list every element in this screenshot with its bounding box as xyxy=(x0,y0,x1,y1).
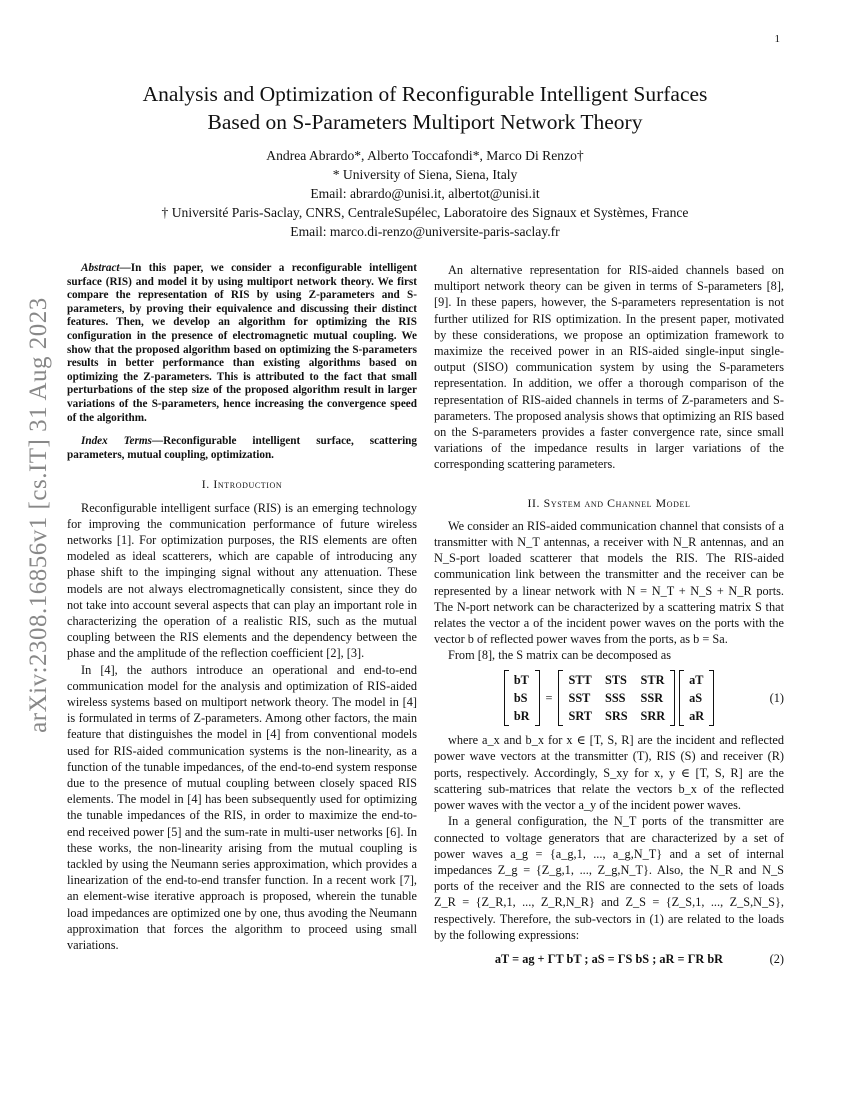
equation-2 xyxy=(434,951,784,967)
eq1-m-11: SSS xyxy=(604,690,626,705)
email-1: Email: abrardo@unisi.it, albertot@unisi.it xyxy=(310,186,540,201)
model-paragraph-2: From [8], the S matrix can be decomposed as xyxy=(448,648,671,663)
equation-1: bT bS bR = STT STS STR SST SSS SSR SRT SRS SRR aT aS aR (1) xyxy=(434,670,784,727)
author-names: Andrea Abrardo*, Alberto Toccafondi*, Marco Di Renzo† xyxy=(266,148,584,163)
abstract-lead: Abstract xyxy=(81,262,120,274)
eq1-lhs-2: bR xyxy=(513,709,530,724)
abstract-text: —In this paper, we consider a reconfigurable intelligent surface (RIS) and model it by using multiport network theory. We first compare the representation of RIS by using Z-parameters and S-parameters, by proving their equivalence and discussing their distinct features. Then, we develop an algorithm for optimizing the RIS configuration in the presence of electromagnetic mutual coupling. We show that the proposed algorithm based on optimizing the S-parameters results in better performance than existing algorithms based on optimizing the Z-parameters. This is attributed to the fact that small perturbations of the step size of the proposed algorithm result in larger variations of the S-parameters, hence increasing the convergence speed of the algorithm. xyxy=(67,262,417,424)
eq1-lhs-1: bS xyxy=(513,690,528,705)
vector-a xyxy=(679,670,714,727)
index-terms-text: —Reconfigurable intelligent surface, scattering parameters, mutual coupling, optimization. xyxy=(67,435,417,461)
matrix-s xyxy=(558,670,675,727)
intro-paragraph-3: An alternative representation for RIS-aided channels based on multiport network theory can be given in terms of S-parameters [8], [9]. In these papers, however, the S-parameters representation is not further utilized for RIS optimization. In the present paper, motivated by these considerations, we propose an optimization framework to maximize the received power in an RIS-aided single-input single-output (SISO) communication system by using the S-parameters representation. In addition, we offer a thorough comparison of the representation of RIS-aided channels in terms of Z-parameters and S-parameters. The proposed analysis shows that optimizing an RIS based on the S-parameters provides a faster convergence rate, since small variations of the impedance results in larger variations of the corresponding scattering parameters. xyxy=(434,263,784,472)
right-column xyxy=(434,262,784,973)
title-line-2: Based on S-Parameters Multiport Network Theory xyxy=(207,110,643,134)
intro-paragraph-1: Reconfigurable intelligent surface (RIS) is an emerging technology for improving the communication performance of future wireless networks [1]. For optimization purposes, the RIS elements are often modeled as ideal scatterers, which are capable of introducing any phase shift to the impinging signal without any attenuation. These models are not always electromagnetically consistent, since they do not take into account several aspects that can play an important role in characterizing the operation of a realistic RIS, such as the mutual coupling between the RIS elements and the dependency between the phase and the amplitude of the reflection coefficient [2], [3]. xyxy=(67,500,417,661)
page-number: 1 xyxy=(774,33,780,45)
index-terms xyxy=(67,435,417,462)
affiliation-2: † Université Paris-Saclay, CNRS, CentraleSupélec, Laboratoire des Signaux et Systèmes, France xyxy=(161,205,689,220)
eq1-m-22: SRR xyxy=(640,709,666,724)
affiliation-1: * University of Siena, Siena, Italy xyxy=(332,167,518,182)
arxiv-id: arXiv:2308.16856v1 [cs.IT] 31 Aug 2023 xyxy=(25,297,52,733)
eq1-m-21: SRS xyxy=(604,709,628,724)
model-paragraph-3: where a_x and b_x for x ∈ [T, S, R] are the incident and reflected power wave vectors at the transmitter (T), RIS (S) and receiver (R) ports, respectively. Accordingly, S_xy for x, y ∈ [T, S, R] are the scattering sub-matrices that relate the vectors b_x of the reflected power waves with the vector a_y of the incident power waves. xyxy=(434,733,784,813)
model-paragraph-1: We consider an RIS-aided communication channel that consists of a transmitter with N_T antennas, a receiver with N_R antennas, and an N_S-port loaded scatterer that models the RIS. The RIS-aided communication link between the transmitter and the receiver can be represented by a linear network with N = N_T + N_S + N_R ports. The N-port network can be characterized by a scattering matrix S that relates the vector a of the incident power waves on the ports with the vector b of reflected power waves from the ports, as b = Sa. xyxy=(434,518,784,647)
email-2: Email: marco.di-renzo@universite-paris-saclay.fr xyxy=(290,224,560,239)
eq1-m-10: SST xyxy=(568,690,591,705)
left-column xyxy=(67,262,417,953)
equation-2-text: aT = ag + ΓT bT ; aS = ΓS bS ; aR = ΓR bR xyxy=(494,951,724,966)
eq1-rhs-1: aS xyxy=(689,690,703,705)
eq1-m-02: STR xyxy=(640,672,665,687)
eq1-m-00: STT xyxy=(568,672,592,687)
paper-title xyxy=(60,80,790,136)
equation-1-number: (1) xyxy=(769,690,784,705)
model-paragraph-4: In a general configuration, the N_T ports of the transmitter are connected to voltage generators that are characterized by a set of power waves a_g = {a_g,1, ..., a_g,N_T} and a set of internal impedances Z_g = {Z_g,1, ..., Z_g,N_T}. Also, the N_R and N_S ports of the receiver and the RIS are connected to the sets of loads Z_R = {Z_R,1, ..., Z_R,N_R} and Z_S = {Z_S,1, ..., Z_S,N_S}, respectively. Therefore, the sub-vectors in (1) are related to the loads by the following expressions: xyxy=(434,814,784,942)
intro-paragraph-2: In [4], the authors introduce an operational and end-to-end communication model for the analysis and optimization of RIS-aided wireless systems based on multiport network theory. The model in [4] is formulated in terms of Z-parameters. Among other factors, the main feature that distinguishes the model in [4] from conventional models used for RIS-aided communication systems is the non-linearity, as a function of the tunable impedances, of the end-to-end system response due to the presence of mutual coupling between closely spaced RIS elements. The model in [4] has been subsequently used for optimizing the tunable impedances of the RIS, in order to maximize the end-to-end received power [5] and the sum-rate in multi-user networks [6]. In these works, the non-linearity arising from the mutual coupling is tackled by using the Neumann series approximation, which provides a linearization of the end-to-end transfer function. In a recent work [7], an element-wise iterative approach is proposed, wherein the tunable load impedances are optimized one by one, thus avoding the Neumann approximation that forces the algorithm to proceed using small variations. xyxy=(67,662,417,952)
equation-2-number: (2) xyxy=(769,951,784,966)
eq1-m-20: SRT xyxy=(568,709,592,724)
index-terms-lead: Index Terms xyxy=(81,435,152,448)
abstract xyxy=(67,262,417,425)
eq1-rhs-2: aR xyxy=(689,709,705,724)
section-heading-introduction: I. Introduction xyxy=(201,477,283,492)
eq1-lhs-0: bT xyxy=(513,672,529,687)
eq1-rhs-0: aT xyxy=(689,672,704,687)
eq1-m-01: STS xyxy=(604,672,627,687)
section-heading-system-model: II. System and Channel Model xyxy=(527,495,691,510)
arxiv-watermark xyxy=(18,265,60,765)
vector-b xyxy=(504,670,540,727)
title-line-1: Analysis and Optimization of Reconfigurable Intelligent Surfaces xyxy=(142,82,708,106)
author-block xyxy=(60,146,790,241)
eq1-m-12: SSR xyxy=(640,690,664,705)
